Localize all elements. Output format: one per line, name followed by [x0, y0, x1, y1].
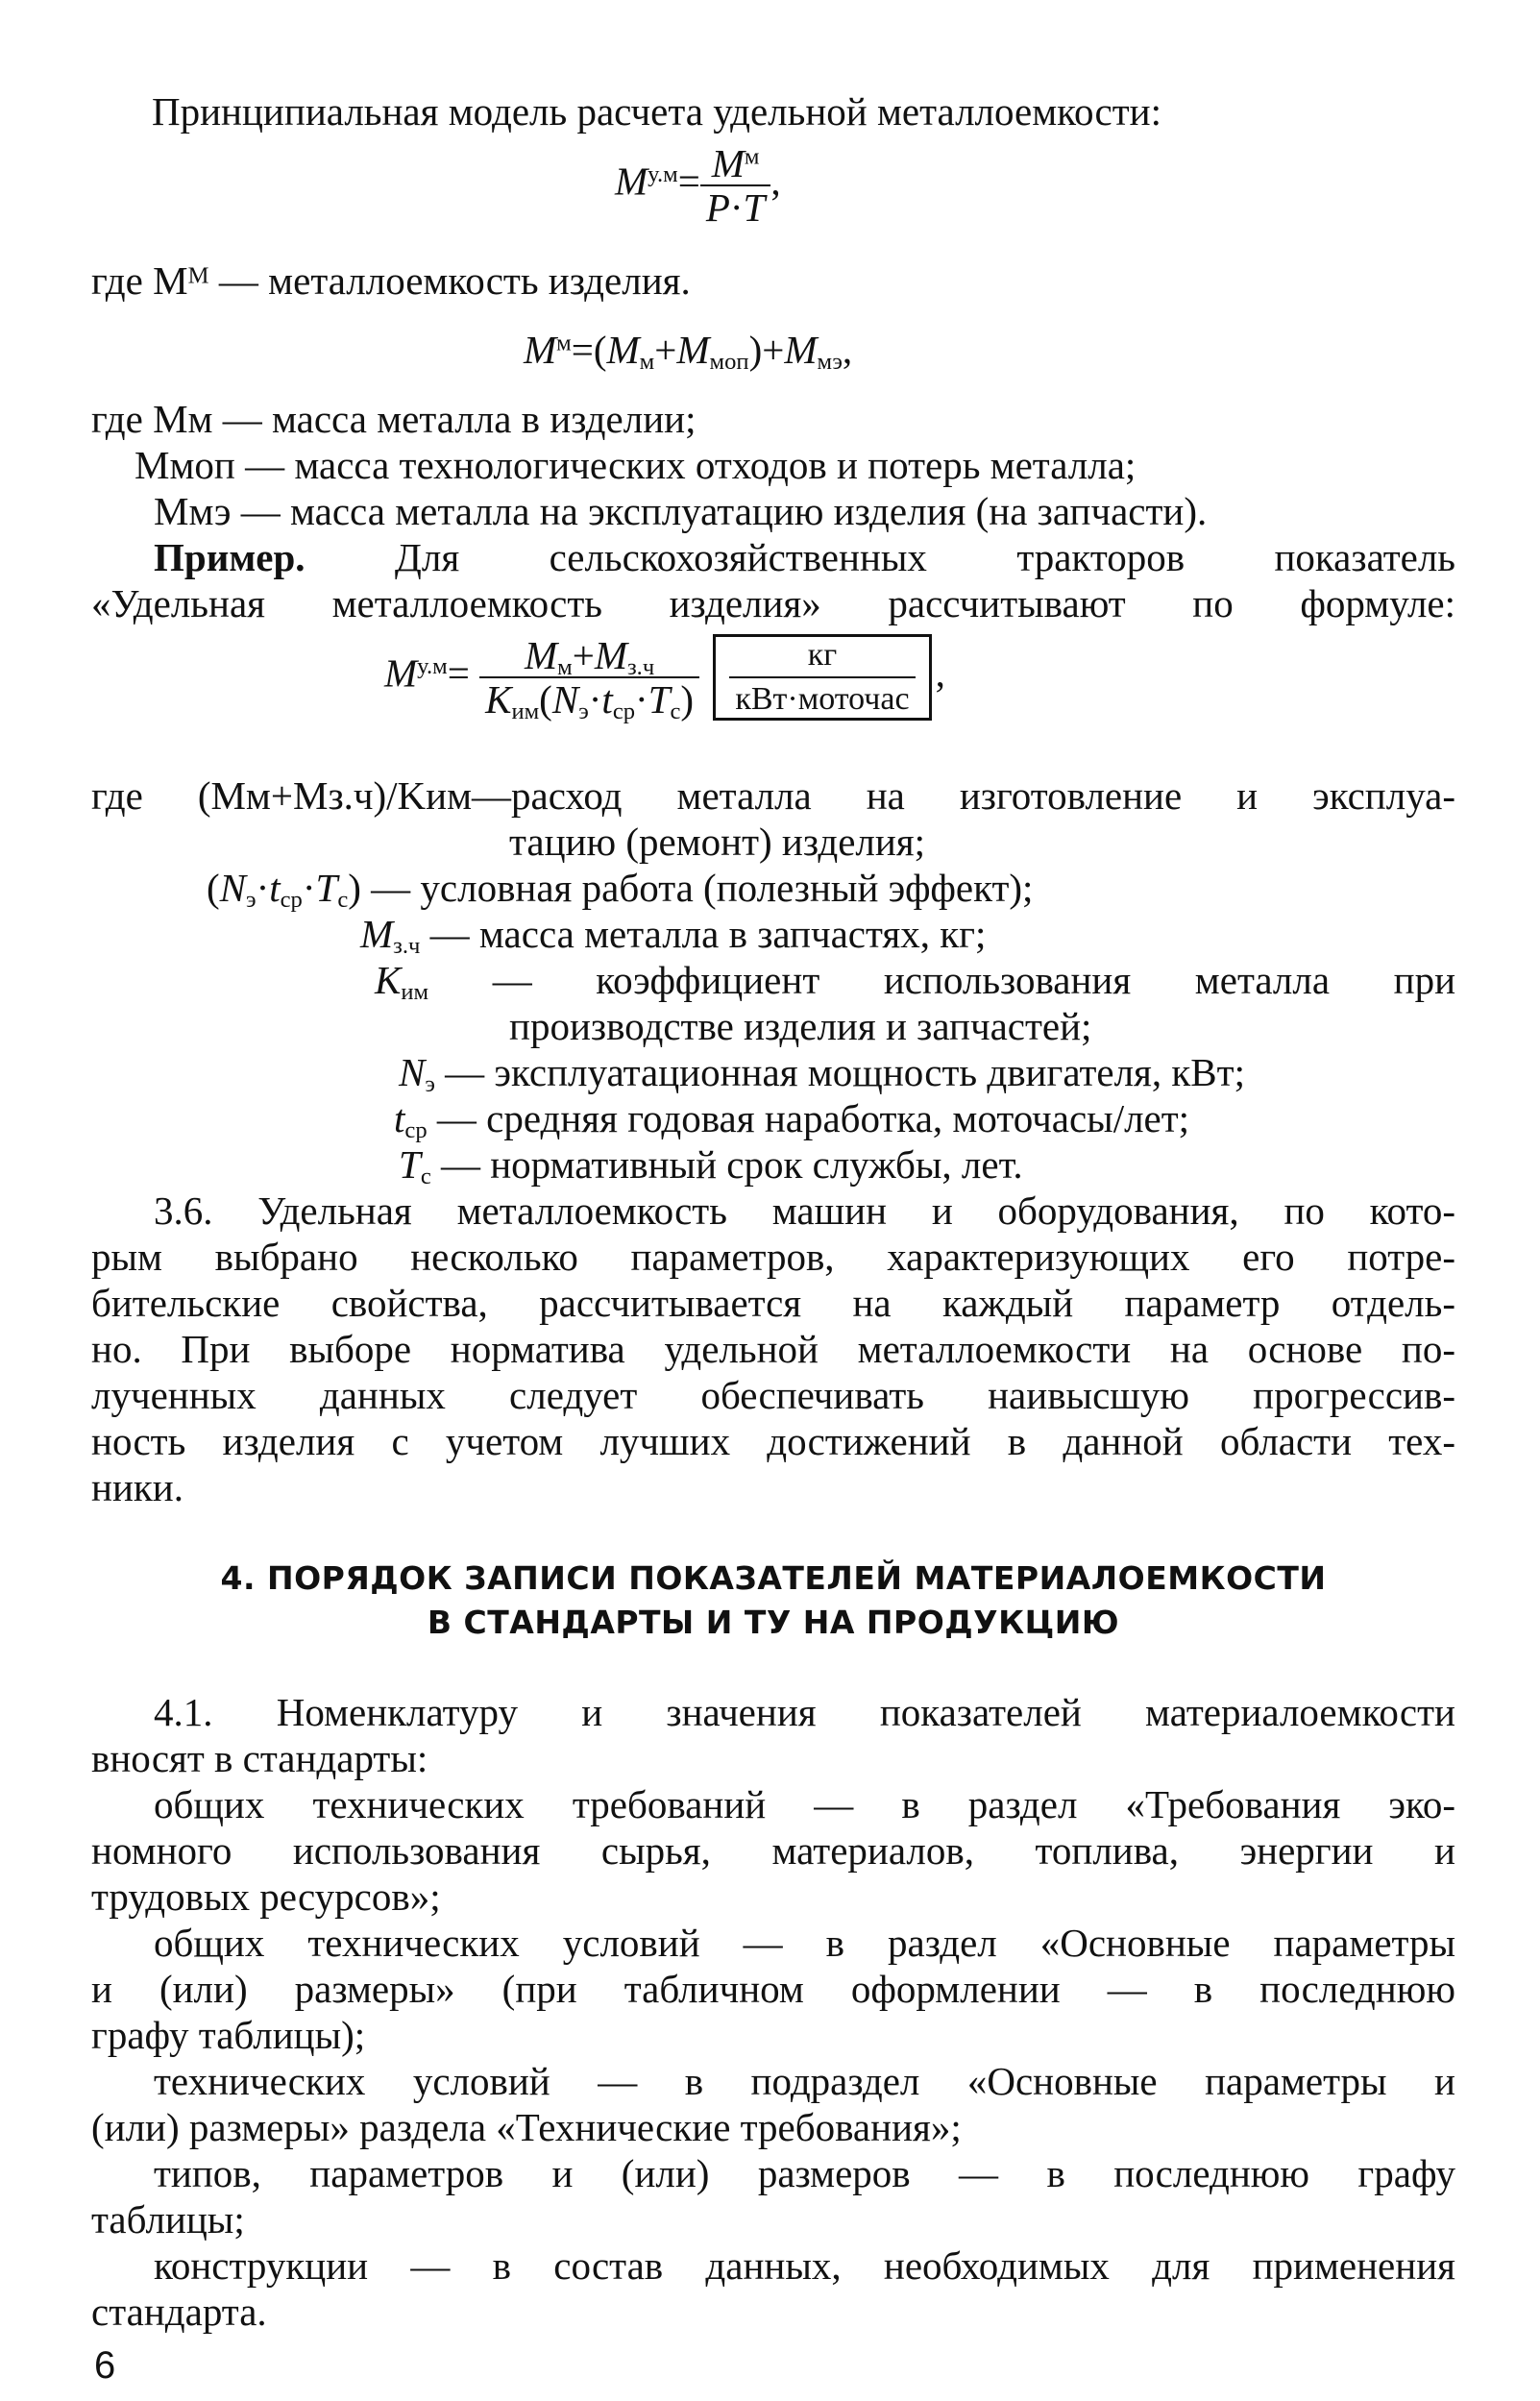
example-line-2: «Удельная металлоемкость изделия» рассчитывают по формуле:	[91, 581, 1455, 625]
page-number: 6	[94, 2344, 116, 2387]
para41-line: номного использования сырья, материалов, топлива, энергии и	[91, 1828, 1455, 1873]
def-mm: где Mм — масса металла в изделии;	[91, 397, 697, 441]
def-work: $(N_э\cdot t_{ср}\cdot T_с)$ — условная работа (полезный эффект);	[207, 866, 1034, 914]
def-ne: $N_э$ — эксплуатационная мощность двигателя, кВт;	[399, 1050, 1245, 1098]
para41-line: технических условий — в подраздел «Основные параметры и	[154, 2059, 1455, 2103]
example-line-1	[154, 534, 1455, 580]
section-heading-line-1: 4. ПОРЯДОК ЗАПИСИ ПОКАЗАТЕЛЕЙ МАТЕРИАЛОЕМКОСТИ	[220, 1559, 1327, 1597]
def-mzch-text: — масса металла в запчастях, кг;	[429, 912, 987, 956]
def-kim: $K_{им}$ — коэффициент использования металла при	[375, 958, 1456, 1006]
para41-line: 4.1. Номенклатуру и значения показателей материалоемкости	[154, 1690, 1455, 1734]
def-consumption: где (Mм+Mз.ч)/Kим—расход металла на изготовление и эксплуа-	[91, 773, 1455, 818]
formula-metal-intensity: $M^м=(M_м+M_{моп})+M_{мэ}$,	[524, 328, 853, 376]
def-ne-text: — эксплуатационная мощность двигателя, кВт;	[445, 1050, 1245, 1094]
para36-line: рым выбрано несколько параметров, характеризующих его потре-	[91, 1235, 1455, 1279]
formula-tractor: $M^{у.м}=$ $\frac{M_м+M_{з.ч}}{K_{им}(N_э\cdot t_{ср}\cdot T_с)}$ $\frac{кг}{\text{кВт·моточас}}$ ,	[384, 633, 945, 725]
para41-line: конструкции — в состав данных, необходимых для применения	[154, 2243, 1455, 2288]
unit-bracket	[713, 634, 931, 721]
para36-line: 3.6. Удельная металлоемкость машин и оборудования, по кото-	[154, 1188, 1455, 1233]
def-mme: Mмэ — масса металла на эксплуатацию изделия (на запчасти).	[154, 489, 1208, 533]
example-line-1-rest: Для сельскохозяйственных тракторов показатель	[394, 535, 1455, 579]
para36-line: но. При выборе норматива удельной металлоемкости на основе по-	[91, 1327, 1455, 1371]
example-label: Пример.	[154, 535, 306, 579]
unit-numerator: кг	[729, 634, 915, 678]
def-kim-cont: производстве изделия и запчастей;	[509, 1004, 1092, 1048]
def-mzch: $M_{з.ч}$ — масса металла в запчастях, кг;	[360, 912, 987, 960]
def-tc: $T_с$ — нормативный срок службы, лет.	[399, 1142, 1023, 1190]
para36-line: ники.	[91, 1465, 183, 1509]
def-tcp-text: — средняя годовая наработка, моточасы/лет;	[436, 1096, 1190, 1140]
para41-line: стандарта.	[91, 2290, 267, 2334]
formula-specific-metal-intensity: $M^{у.м}=$ $\frac{M^м}{P\cdot T}$ ,	[615, 141, 781, 230]
def-tcp: $t_{ср}$ — средняя годовая наработка, моточасы/лет;	[394, 1096, 1190, 1144]
para41-line: вносят в стандарты:	[91, 1736, 428, 1780]
para41-line: таблицы;	[91, 2197, 245, 2242]
para41-line: общих технических условий — в раздел «Основные параметры	[154, 1921, 1455, 1965]
unit-denominator: кВт·моточас	[735, 681, 910, 717]
para41-line: трудовых ресурсов»;	[91, 1874, 441, 1919]
para36-line: лученных данных следует обеспечивать наивысшую прогрессив-	[91, 1373, 1455, 1417]
def-mmop: Mмоп — масса технологических отходов и потерь металла;	[134, 443, 1137, 487]
para36-line: ность изделия с учетом лучших достижений в данной области тех-	[91, 1419, 1455, 1463]
def-tc-text: — нормативный срок службы, лет.	[440, 1142, 1023, 1187]
def-work-text: — условная работа (полезный эффект);	[371, 866, 1034, 910]
para41-line: типов, параметров и (или) размеров — в последнюю графу	[154, 2151, 1455, 2195]
def-consumption-cont: тацию (ремонт) изделия;	[509, 820, 926, 864]
intro-text: Принципиальная модель расчета удельной металлоемкости:	[152, 89, 1161, 134]
section-heading-line-2: В СТАНДАРТЫ И ТУ НА ПРОДУКЦИЮ	[427, 1604, 1120, 1641]
para36-line: бительские свойства, рассчитывается на каждый параметр отдель-	[91, 1281, 1455, 1325]
para41-line: (или) размеры» раздела «Технические требования»;	[91, 2105, 962, 2149]
where-mm-text: где Mᴹ — металлоемкость изделия.	[91, 258, 691, 303]
para41-line: общих технических требований — в раздел «Требования эко-	[154, 1782, 1455, 1826]
para41-line: графу таблицы);	[91, 2013, 366, 2057]
para41-line: и (или) размеры» (при табличном оформлении — в последнюю	[91, 1967, 1455, 2011]
def-kim-text: — коэффициент использования металла при	[492, 958, 1456, 1002]
